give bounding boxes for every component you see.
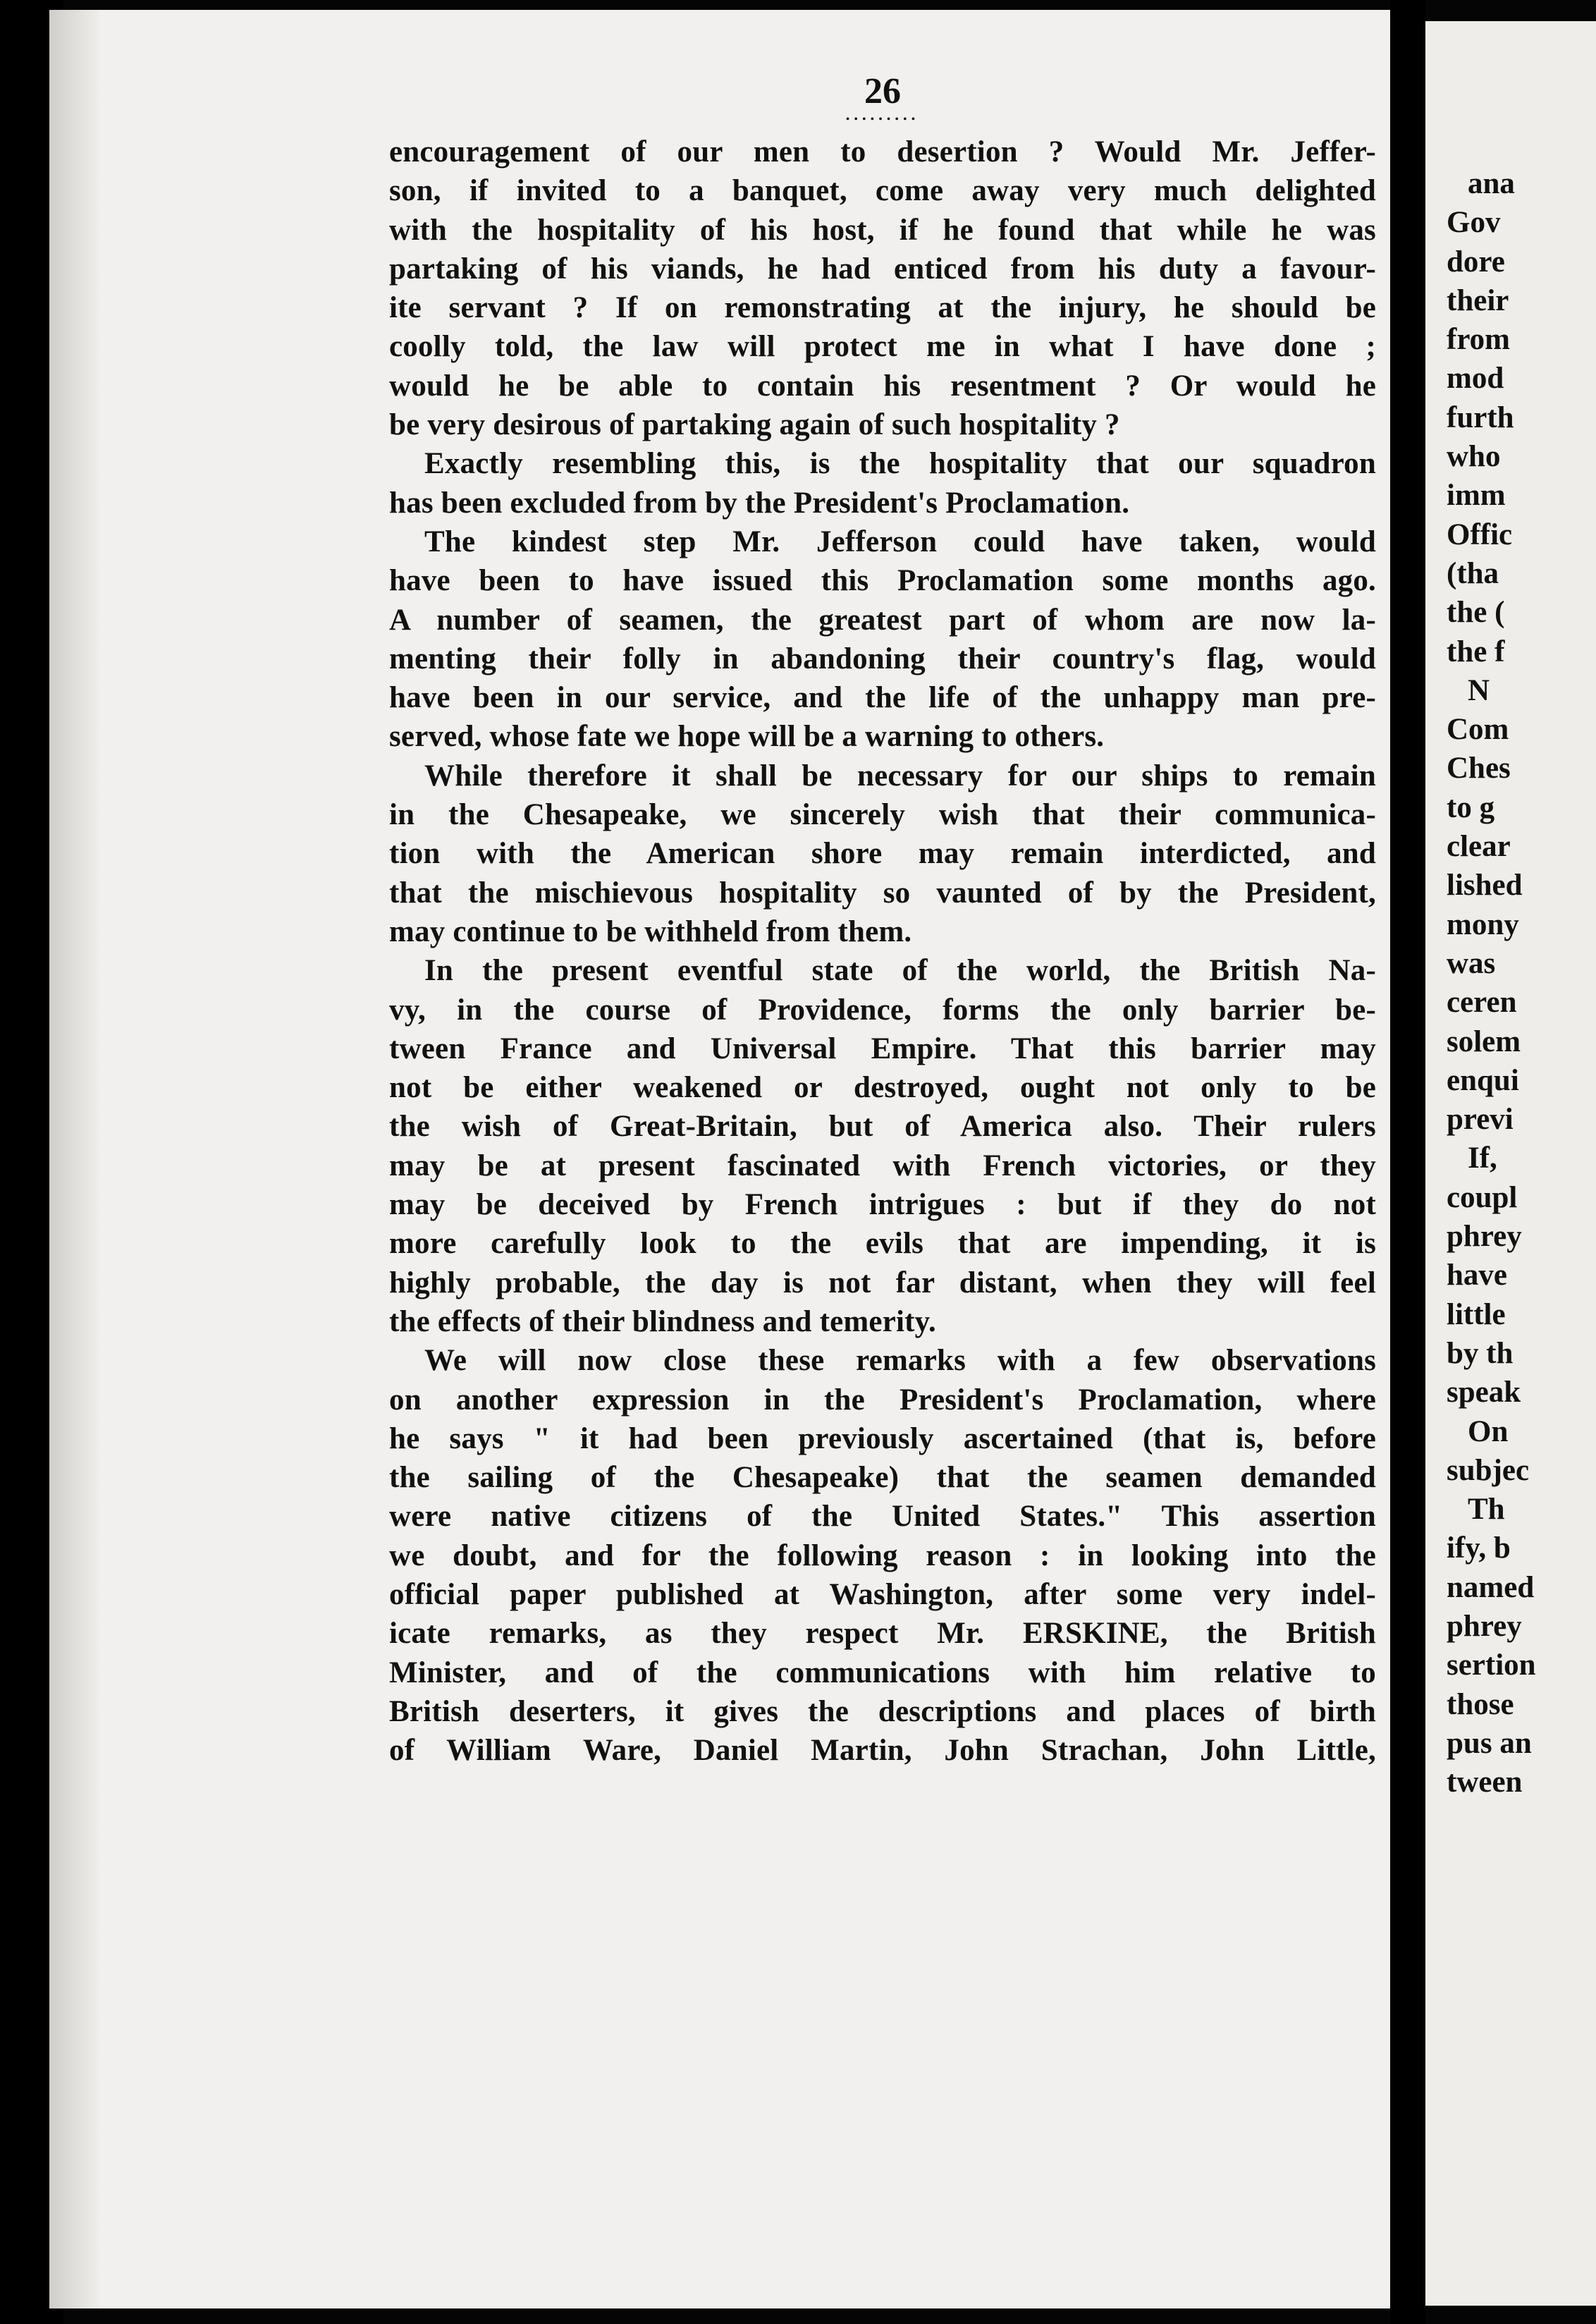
body-text [389, 133, 1376, 1770]
right-page-line: the ( [1447, 596, 1505, 630]
right-page-line: previ [1447, 1103, 1514, 1137]
right-page-line: pus an [1447, 1726, 1532, 1760]
right-page-line: Com [1447, 713, 1509, 747]
text-line: son, if invited to a banquet, come away very much delighted [389, 174, 1376, 208]
right-page-line: Offic [1447, 518, 1513, 551]
text-line: may continue to be withheld from them. [389, 915, 912, 948]
right-page-line: Th [1468, 1493, 1505, 1527]
binding-shadow [49, 10, 99, 2308]
right-page-line: little [1447, 1297, 1506, 1331]
text-line: served, whose fate we hope will be a warning to others. [389, 720, 1105, 754]
right-page-line: Gov [1447, 206, 1501, 240]
right-page-line: Ches [1447, 752, 1511, 785]
right-page-line: If, [1468, 1142, 1497, 1175]
text-line: The kindest step Mr. Jefferson could have taken, would [424, 525, 1376, 558]
right-page-line: solem [1447, 1025, 1521, 1058]
text-line: more carefully look to the evils that are impending, it is [389, 1227, 1376, 1261]
text-line: We will now close these remarks with a few observations [424, 1344, 1376, 1378]
text-line: tion with the American shore may remain interdicted, and [389, 837, 1376, 871]
text-line: British deserters, it gives the descriptions and places of birth [389, 1694, 1376, 1728]
text-line: may be deceived by French intrigues : but if they do not [389, 1188, 1376, 1222]
right-page-line: have [1447, 1259, 1507, 1292]
right-page-line: ceren [1447, 986, 1517, 1020]
right-page-line: phrey [1447, 1609, 1522, 1643]
text-line: we doubt, and for the following reason : in looking into the [389, 1539, 1376, 1572]
right-page-line: to g [1447, 790, 1495, 824]
right-page-line: lished [1447, 869, 1523, 903]
text-line: highly probable, the day is not far distant, when they will feel [389, 1266, 1376, 1299]
right-page-line: ify, b [1447, 1531, 1511, 1565]
text-line: menting their folly in abandoning their country's flag, would [389, 642, 1376, 675]
right-page-line: furth [1447, 400, 1514, 434]
right-page-line: mony [1447, 907, 1519, 941]
text-line: of William Ware, Daniel Martin, John Strachan, John Little, [389, 1734, 1376, 1768]
right-page-line: those [1447, 1687, 1514, 1721]
text-line: icate remarks, as they respect Mr. ERSKINE, the British [389, 1617, 1376, 1651]
right-page-line: tween [1447, 1766, 1523, 1799]
right-page-fragment [1425, 21, 1596, 2306]
right-page-text [1447, 164, 1596, 1802]
text-line: While therefore it shall be necessary for our ships to remain [424, 759, 1376, 793]
text-line: encouragement of our men to desertion ? Would Mr. Jeffer- [389, 135, 1376, 169]
text-line: has been excluded from by the President's Proclamation. [389, 486, 1130, 520]
right-page-line: was [1447, 946, 1496, 980]
text-line: In the present eventful state of the world, the British Na- [424, 954, 1376, 988]
text-line: were native citizens of the United States." This assertion [389, 1500, 1376, 1534]
text-line: Exactly resembling this, is the hospitality that our squadron [424, 447, 1376, 481]
right-page-line: N [1468, 673, 1490, 707]
right-page-line: mod [1447, 362, 1504, 396]
text-line: in the Chesapeake, we sincerely wish that their communica- [389, 798, 1376, 832]
text-line: official paper published at Washington, after some very indel- [389, 1577, 1376, 1611]
text-line: the wish of Great-Britain, but of America also. Their rulers [389, 1110, 1376, 1144]
text-line: Minister, and of the communications with him relative to [389, 1656, 1376, 1689]
text-line: coolly told, the law will protect me in what I have done ; [389, 330, 1376, 364]
right-page-line: (tha [1447, 556, 1499, 590]
right-page-line: their [1447, 283, 1509, 317]
right-page-line: sertion [1447, 1649, 1536, 1682]
right-page-line: dore [1447, 245, 1505, 279]
right-page-line: On [1468, 1414, 1509, 1448]
text-line: with the hospitality of his host, if he found that while he was [389, 213, 1376, 247]
text-line: partaking of his viands, he had enticed from his duty a favour- [389, 252, 1376, 286]
text-line: be very desirous of partaking again of such hospitality ? [389, 408, 1120, 442]
text-line: have been to have issued this Proclamation some months ago. [389, 564, 1376, 598]
left-page-text [389, 71, 1376, 1770]
text-line: the effects of their blindness and temerity. [389, 1304, 936, 1338]
text-line: vy, in the course of Providence, forms the only barrier be- [389, 993, 1376, 1027]
right-page-line: speak [1447, 1376, 1521, 1409]
text-line: ite servant ? If on remonstrating at the injury, he should be [389, 291, 1376, 325]
right-page-line: by th [1447, 1336, 1514, 1370]
right-page-line: from [1447, 323, 1510, 357]
text-line: that the mischievous hospitality so vaunted of by the President, [389, 876, 1376, 910]
right-page-line: phrey [1447, 1220, 1522, 1254]
right-page-line: coupl [1447, 1180, 1518, 1214]
right-page-line: imm [1447, 479, 1506, 513]
right-page-line: the f [1447, 635, 1505, 668]
text-line: the sailing of the Chesapeake) that the seamen demanded [389, 1461, 1376, 1495]
right-page-line: who [1447, 440, 1501, 474]
page-number: 26 [864, 71, 901, 111]
right-page-line: clear [1447, 830, 1511, 864]
text-line: he says " it had been previously ascertained (that is, before [389, 1421, 1376, 1455]
right-page-line: enqui [1447, 1063, 1519, 1097]
right-page-line: named [1447, 1570, 1535, 1604]
text-line: A number of seamen, the greatest part of whom are now la- [389, 603, 1376, 637]
text-line: tween France and Universal Empire. That this barrier may [389, 1032, 1376, 1065]
text-line: would he be able to contain his resentment ? Or would he [389, 369, 1376, 403]
text-line: may be at present fascinated with French victories, or they [389, 1149, 1376, 1182]
text-line: not be either weakened or destroyed, ought not only to be [389, 1071, 1376, 1105]
text-line: on another expression in the President's Proclamation, where [389, 1383, 1376, 1417]
page-gutter [1390, 0, 1425, 2324]
page-number-ornament: ••••••••• [845, 114, 920, 126]
text-line: have been in our service, and the life of the unhappy man pre- [389, 681, 1376, 715]
right-page-line: subjec [1447, 1453, 1530, 1487]
right-page-line: ana [1468, 167, 1515, 200]
